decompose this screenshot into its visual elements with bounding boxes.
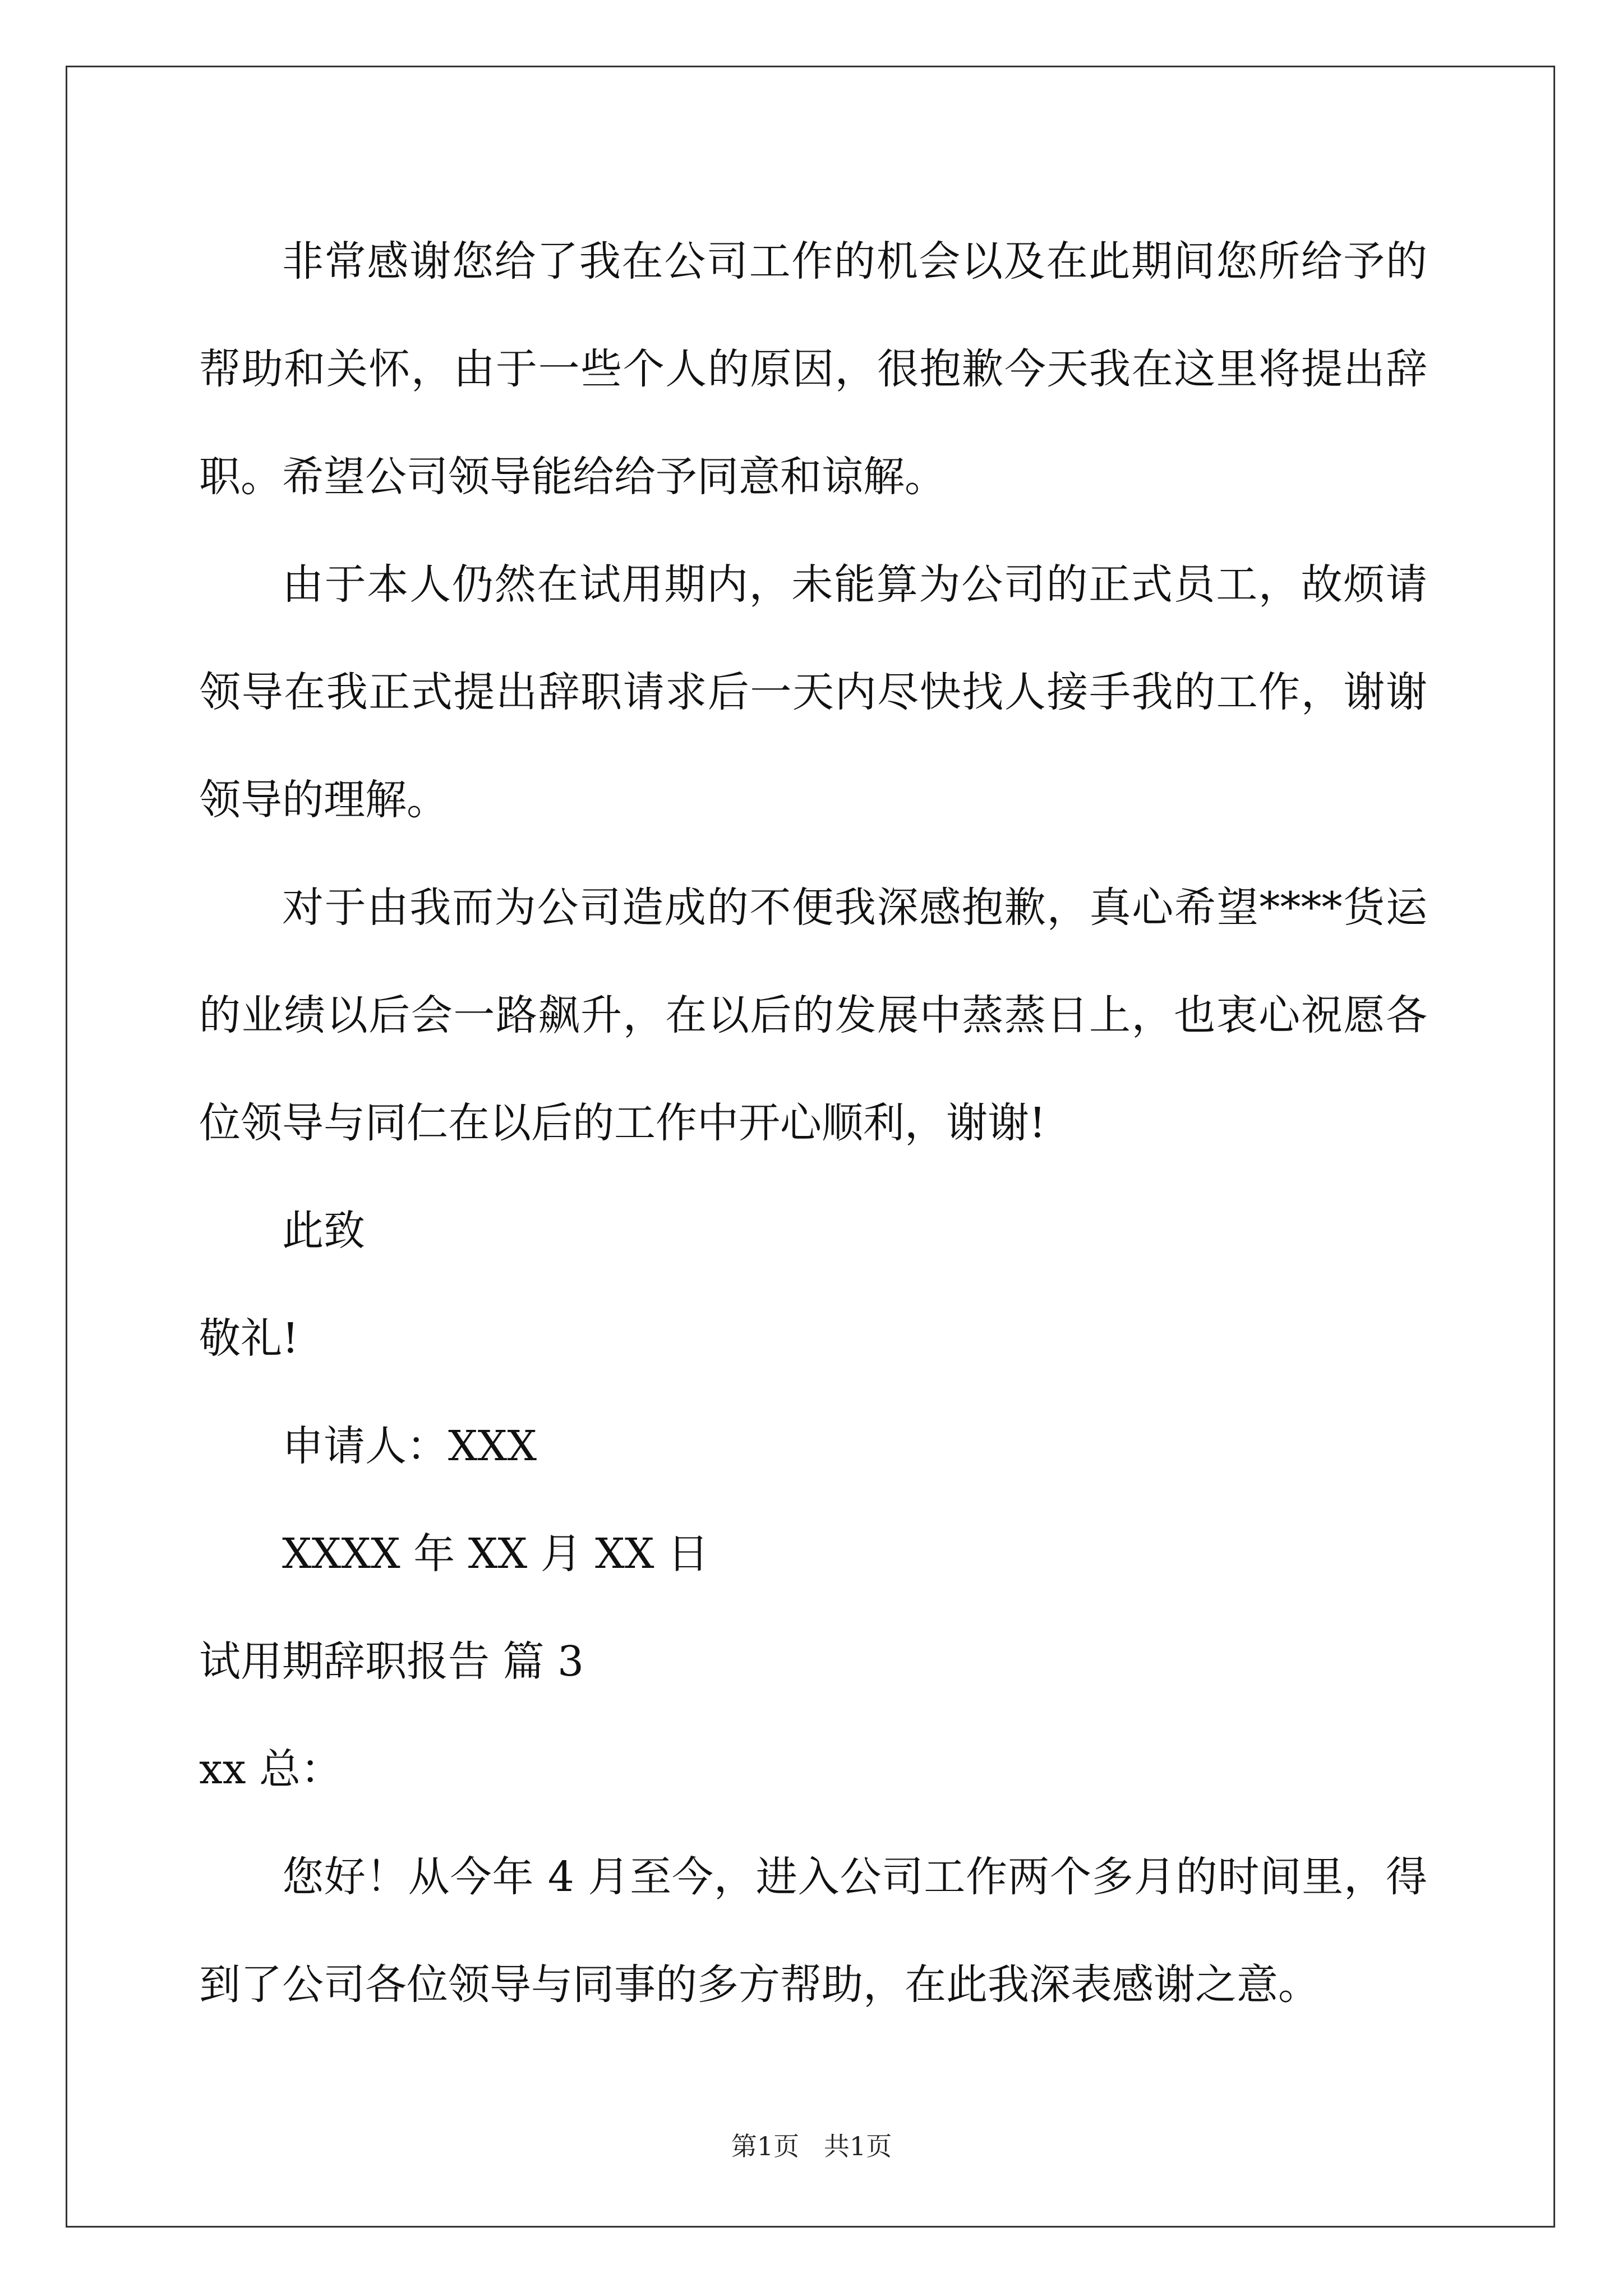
- closing-regards: 敬礼!: [199, 1314, 299, 1363]
- date-line: XXXX 年 XX 月 XX 日: [282, 1530, 709, 1578]
- paragraph-probation: 由于本人仍然在试用期内，未能算为公司的正式员工，故烦请领导在我正式提出辞职请求后一天内尽快找人接手我的工作，谢谢领导的理解。: [199, 560, 1427, 824]
- paragraph-greeting: 您好！从今年 4 月至今，进入公司工作两个多月的时间里，得到了公司各位领导与同事的多方帮助，在此我深表感谢之意。: [199, 1853, 1427, 2009]
- closing-salutation: 此致: [282, 1207, 365, 1255]
- paragraph-thanks: 非常感谢您给了我在公司工作的机会以及在此期间您所给予的帮助和关怀，由于一些个人的原因，很抱歉今天我在这里将提出辞职。希望公司领导能给给予同意和谅解。: [199, 237, 1427, 501]
- page-number-footer: 第1页 共1页: [731, 2131, 892, 2161]
- paragraph-apology: 对于由我而为公司造成的不便我深感抱歉，真心希望****货运的业绩以后会一路飙升，在以后的发展中蒸蒸日上，也衷心祝愿各位领导与同仁在以后的工作中开心顺利，谢谢!: [199, 884, 1427, 1147]
- addressee-line: xx 总：: [199, 1745, 342, 1793]
- applicant-line: 申请人：XXX: [282, 1422, 537, 1470]
- document-body: [199, 208, 1427, 2039]
- section-heading: 试用期辞职报告 篇 3: [199, 1637, 584, 1686]
